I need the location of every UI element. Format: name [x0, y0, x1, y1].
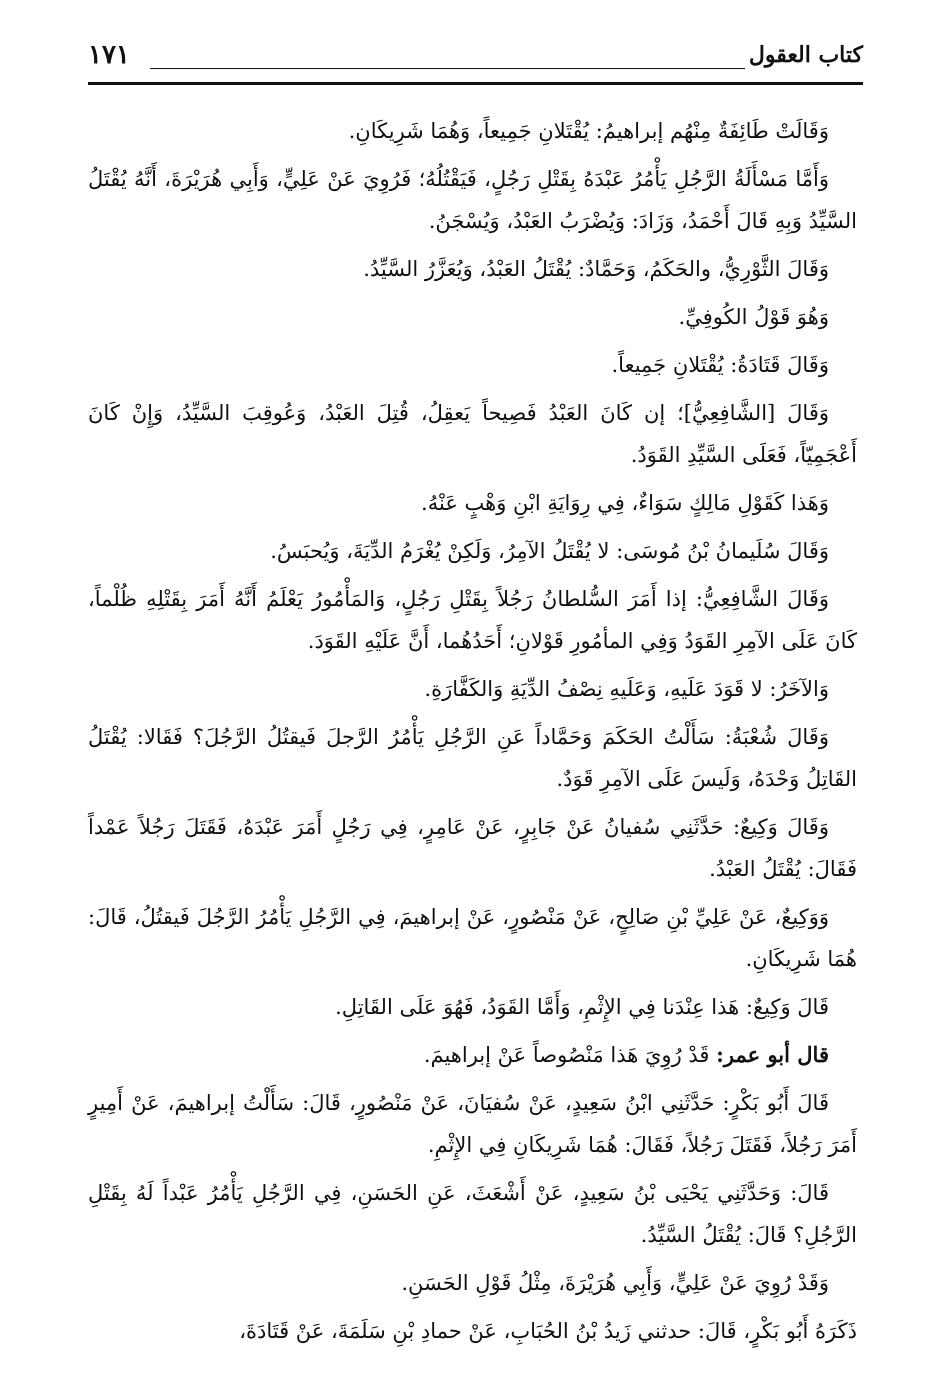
paragraph-text: وَقَالَ قَتَادَةُ: يُقْتَلانِ جَمِيعاً. — [611, 353, 829, 377]
paragraph-text: وَقَالَ الشَّافِعِيُّ: إذا أَمَرَ السُّلطانُ رَجُلاً بِقَتْلِ رَجُلٍ، وَالمَأْمُورُ يَعْلَمُ أَنَّهُ أَمَرَ بِقَتْلِهِ ظُلْماً، كَانَ عَلَى الآمِرِ القَوَدُ وَفِي المأمُورِ قَوْلانِ؛ أَحَدُهُما، أَنَّ عَلَيْهِ القَوَدَ. — [88, 587, 857, 653]
paragraph-text: وَقَالَ شُعْبَةُ: سَأَلْتُ الحَكَمَ وَحَمَّاداً عَنِ الرَّجُلِ يَأْمُرُ الرَّجلَ فَيقتُلُ الرَّجُلَ؟ فَقَالا: يُقْتَلُ القَاتِلُ وَحْدَهُ، وَلَيسَ عَلَى الآمِرِ قَوَدٌ. — [88, 725, 857, 791]
paragraph — [88, 896, 857, 980]
paragraph — [88, 110, 857, 152]
paragraph — [88, 1262, 857, 1304]
paragraph-text: قَالَ وَكِيعٌ: هَذا عِنْدَنا فِي الإِثْمِ، وَأَمَّا القَوَدُ، فَهُوَ عَلَى القَاتِلِ. — [335, 995, 829, 1019]
page-header — [88, 38, 863, 86]
paragraph-text: وَقَدْ رُوِيَ عَنْ عَلِيٍّ، وَأَبِي هُرَيْرَةَ، مِثْلُ قَوْلِ الحَسَنِ. — [401, 1271, 829, 1295]
paragraph-text: وَهَذا كَقَوْلِ مَالِكٍ سَوَاءٌ، فِي رِوَايَةِ ابْنِ وَهْبٍ عَنْهُ. — [421, 491, 829, 515]
paragraph-text: قَالَ: وَحَدَّثَنِي يَحْيَى بْنُ سَعِيدٍ، عَنْ أَشْعَثَ، عَنِ الحَسَنِ، فِي الرَّجُلِ يَأْمُرُ عَبْداً لَهُ بِقَتْلِ الرَّجُلِ؟ قَالَ: يُقْتَلُ السَّيِّدُ. — [88, 1181, 857, 1247]
paragraph-text: وَقَالَ سُلَيمانُ بْنُ مُوسَى: لا يُقْتَلُ الآمِرُ، وَلَكِنْ يُغْرَمُ الدِّيَةَ، وَيُحبَسُ. — [270, 539, 829, 563]
paragraph — [88, 482, 857, 524]
paragraph-text: وَقَالَتْ طَائِفَةٌ مِنْهُم إبراهيمُ: يُقْتَلانِ جَمِيعاً، وَهُمَا شَرِيكَانِ. — [348, 119, 829, 143]
paragraph — [88, 296, 857, 338]
paragraph — [88, 1082, 857, 1166]
paragraph-text: قَدْ رُوِيَ هَذا مَنْصُوصاً عَنْ إبراهيمَ. — [423, 1043, 717, 1067]
paragraph-text: وَوَكِيعٌ، عَنْ عَلِيِّ بْنِ صَالِحٍ، عَنْ مَنْصُورٍ، عَنْ إبراهيمَ، فِي الرَّجُلِ يَأْمُرُ الرَّجُلَ فَيقتُلُ، قَالَ: هُمَا شَرِيكَانِ. — [88, 905, 857, 971]
paragraph — [88, 1034, 857, 1076]
paragraph — [88, 248, 857, 290]
paragraph — [88, 344, 857, 386]
paragraph-text: وَقَالَ وَكِيعٌ: حَدَّثَنِي سُفيانُ عَنْ جَابِرٍ، عَنْ عَامِرٍ، فِي رَجُلٍ أَمَرَ عَبْدَهُ، فَقَتَلَ رَجُلاً عَمْداً فَقَالَ: يُقْتَلُ العَبْدُ. — [88, 815, 857, 881]
paragraph — [88, 986, 857, 1028]
paragraph — [88, 1172, 857, 1256]
paragraph — [88, 578, 857, 662]
header-rule-thick — [88, 82, 863, 85]
paragraph-text: وَهُوَ قَوْلُ الكُوفِيِّ. — [678, 305, 829, 329]
paragraph — [88, 806, 857, 890]
page-number: ١٧١ — [88, 40, 130, 70]
paragraph-text: ذَكَرَهُ أَبُو بَكْرٍ، قَالَ: حدثني زَيدُ بْنُ الحُبَابِ، عَنْ حمادِ بْنِ سَلَمَةَ، عَنْ قَتَادَةَ، — [239, 1319, 857, 1343]
paragraph — [88, 1310, 857, 1352]
body-text — [88, 110, 857, 1358]
paragraph-text: قَالَ أَبُو بَكْرٍ: حَدَّثَنِي ابْنُ سَعِيدٍ، عَنْ سُفيَانَ، عَنْ مَنْصُورٍ، قَالَ: سَأَلْتُ إبراهيمَ، عَنْ أَمِيرٍ أَمَرَ رَجُلاً، فَقَتَلَ رَجُلاً، فَقَالَ: هُمَا شَرِيكَانِ فِي الإِثْمِ. — [88, 1091, 857, 1157]
paragraph — [88, 530, 857, 572]
header-rule-thin — [150, 68, 745, 69]
paragraph-text: وَأَمَّا مَسْأَلَةُ الرَّجُلِ يَأْمُرُ عَبْدَهُ بِقَتْلِ رَجُلٍ، فَيَقْتُلُهُ؛ فَرُوِيَ عَنْ عَلِيٍّ، وَأَبِي هُرَيْرَةَ، أَنَّهُ يُقْتَلُ السَّيِّدُ وَبِهِ قَالَ أَحْمَدُ، وَزَادَ: وَيُضْرَبُ العَبْدُ، وَيُسْجَنُ. — [88, 167, 857, 233]
paragraph — [88, 716, 857, 800]
paragraph-text: وَقَالَ [الشَّافِعِيُّ]؛ إن كَانَ العَبْدُ فَصِيحاً يَعقِلُ، قُتِلَ العَبْدُ، وَعُوقِبَ السَّيِّدُ، وَإِنْ كَانَ أَعْجَمِيّاً، فَعَلَى السَّيِّدِ القَوَدُ. — [88, 401, 857, 467]
paragraph — [88, 392, 857, 476]
paragraph-text: وَقَالَ الثَّوْرِيُّ، والحَكَمُ، وَحَمَّادٌ: يُقْتَلُ العَبْدُ، وَيُعَزَّرُ السَّيِّدُ. — [363, 257, 829, 281]
paragraph-text: وَالآخَرُ: لا قَوَدَ عَلَيهِ، وَعَلَيهِ نِصْفُ الدِّيَةِ وَالكَفَّارَةِ. — [424, 677, 829, 701]
speaker-label: قال أبو عمر: — [716, 1042, 829, 1067]
book-title: كتاب العقول — [748, 42, 863, 68]
paragraph — [88, 668, 857, 710]
paragraph — [88, 158, 857, 242]
